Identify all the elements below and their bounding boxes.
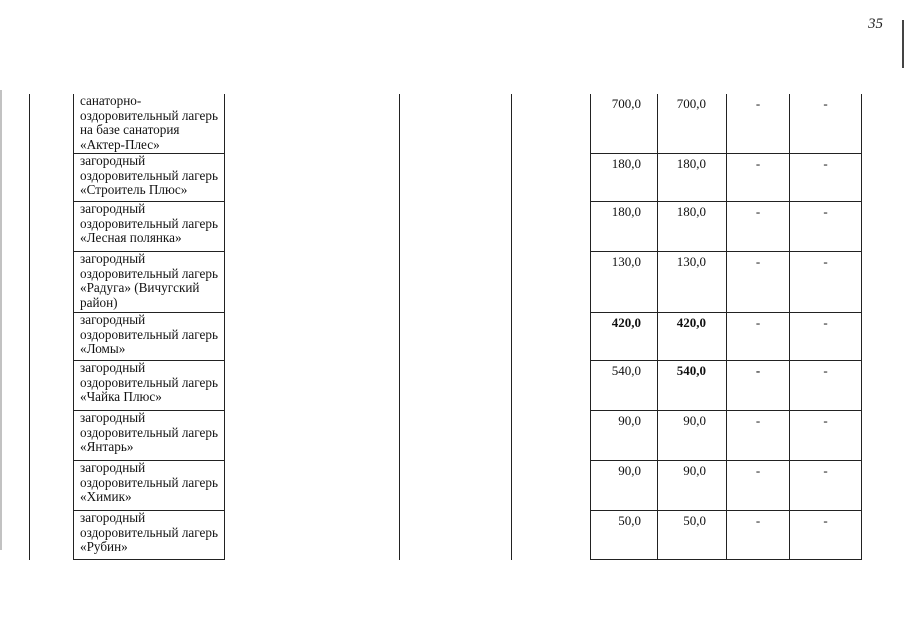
camp-name-cell: загородный оздоровительный лагерь «Химик» [74,461,224,511]
page-number: 35 [868,16,883,32]
value-regional: 420,0 [658,313,727,360]
value-total: 180,0 [591,202,658,251]
value-regional: 90,0 [658,411,727,460]
camp-name-cell: загородный оздоровительный лагерь «Чайка Плюс» [74,361,224,411]
value-regional: 540,0 [658,361,727,410]
value-regional: 700,0 [658,94,727,153]
value-total: 420,0 [591,313,658,360]
value-col3: - [727,313,790,360]
camp-name-cell: санаторно- оздоровительный лагерь на базе санатория «Актер-Плес» [74,94,224,154]
table-row [591,154,861,202]
camp-name-cell: загородный оздоровительный лагерь «Строитель Плюс» [74,154,224,202]
value-regional: 180,0 [658,202,727,251]
camp-name-cell: загородный оздоровительный лагерь «Лесная полянка» [74,202,224,252]
right-page-edge [902,20,904,68]
table-row [591,252,861,313]
value-col4: - [823,513,828,528]
values-table [590,94,862,560]
table-row [591,361,861,411]
value-col3: - [727,361,790,410]
value-col3: - [727,202,790,251]
value-total: 130,0 [591,252,658,312]
camp-name-cell: загородный оздоровительный лагерь «Радуга» (Вичугский район) [74,252,224,313]
value-total: 50,0 [591,511,658,559]
table-rule-left [29,94,30,560]
value-col3: - [727,154,790,201]
camp-name-cell: загородный оздоровительный лагерь «Рубин» [74,511,224,560]
left-scan-edge [0,90,2,550]
value-total: 180,0 [591,154,658,201]
value-regional: 90,0 [658,461,727,510]
value-col4: - [823,463,828,478]
value-col3: - [727,511,790,559]
value-col4: - [823,413,828,428]
table-row [591,313,861,361]
value-col4: - [823,363,828,378]
value-col3: - [727,94,790,153]
value-regional: 130,0 [658,252,727,312]
table-row [591,94,861,154]
table-row [591,411,861,461]
value-col3: - [727,252,790,312]
value-col4: - [823,156,828,171]
value-col3: - [727,411,790,460]
value-total: 700,0 [591,94,658,153]
value-col4: - [823,96,828,111]
camp-name-column [73,94,225,560]
value-total: 90,0 [591,461,658,510]
value-col4: - [823,254,828,269]
value-col4: - [823,315,828,330]
table-row [591,511,861,560]
value-total: 540,0 [591,361,658,410]
value-col4: - [823,204,828,219]
camp-name-cell: загородный оздоровительный лагерь «Ломы» [74,313,224,361]
value-total: 90,0 [591,411,658,460]
value-regional: 180,0 [658,154,727,201]
table-rule-mid1 [399,94,400,560]
value-regional: 50,0 [658,511,727,559]
table-row [591,461,861,511]
camp-name-cell: загородный оздоровительный лагерь «Янтарь» [74,411,224,461]
value-col3: - [727,461,790,510]
table-rule-mid2 [511,94,512,560]
table-row [591,202,861,252]
